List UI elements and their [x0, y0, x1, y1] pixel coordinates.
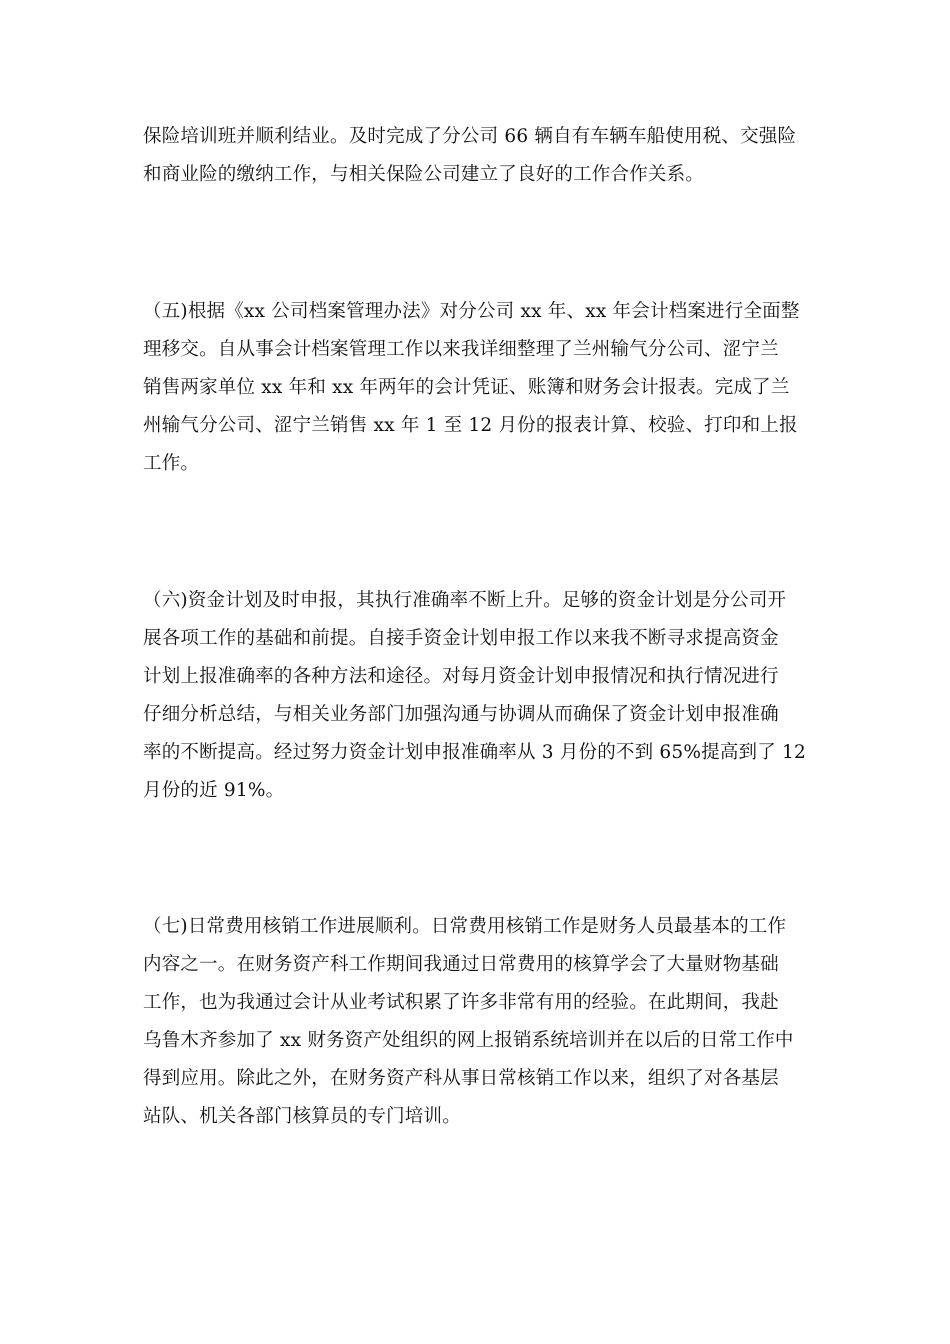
- paragraph-insurance: [143, 118, 811, 194]
- text-line: 月份的近 91%。: [143, 780, 285, 801]
- paragraph-archive-management: [143, 293, 811, 483]
- text-line: 率的不断提高。经过努力资金计划申报准确率从 3 月份的不到 65%提高到了 12: [143, 742, 806, 763]
- text-line: 站队、机关各部门核算员的专门培训。: [143, 1106, 461, 1127]
- text-line: 工作，也为我通过会计从业考试积累了许多非常有用的经验。在此期间，我赴: [143, 992, 779, 1013]
- paragraph-fund-plan: [143, 582, 811, 810]
- text-line: 销售两家单位 xx 年和 xx 年两年的会计凭证、账簿和财务会计报表。完成了兰: [143, 377, 790, 398]
- text-line: 理移交。自从事会计档案管理工作以来我详细整理了兰州输气分公司、涩宁兰: [143, 339, 779, 360]
- text-line: （五)根据《xx 公司档案管理办法》对分公司 xx 年、xx 年会计档案进行全面整: [143, 301, 800, 322]
- text-line: 州输气分公司、涩宁兰销售 xx 年 1 至 12 月份的报表计算、校验、打印和上报: [143, 415, 798, 436]
- text-line: 内容之一。在财务资产科工作期间我通过日常费用的核算学会了大量财物基础: [143, 954, 779, 975]
- text-line: 计划上报准确率的各种方法和途径。对每月资金计划申报情况和执行情况进行: [143, 666, 779, 687]
- text-line: 仔细分析总结，与相关业务部门加强沟通与协调从而确保了资金计划申报准确: [143, 704, 779, 725]
- text-line: 保险培训班并顺利结业。及时完成了分公司 66 辆自有车辆车船使用税、交强险: [143, 126, 797, 147]
- text-line: （七)日常费用核销工作进展顺利。日常费用核销工作是财务人员最基本的工作: [143, 916, 787, 937]
- text-line: （六)资金计划及时申报，其执行准确率不断上升。足够的资金计划是分公司开: [143, 590, 787, 611]
- paragraph-expense-reimbursement: [143, 908, 811, 1136]
- text-line: 乌鲁木齐参加了 xx 财务资产处组织的网上报销系统培训并在以后的日常工作中: [143, 1030, 794, 1051]
- text-line: 工作。: [143, 453, 200, 474]
- text-line: 得到应用。除此之外，在财务资产科从事日常核销工作以来，组织了对各基层: [143, 1068, 779, 1089]
- text-line: 和商业险的缴纳工作，与相关保险公司建立了良好的工作合作关系。: [143, 164, 705, 185]
- text-line: 展各项工作的基础和前提。自接手资金计划申报工作以来我不断寻求提高资金: [143, 628, 779, 649]
